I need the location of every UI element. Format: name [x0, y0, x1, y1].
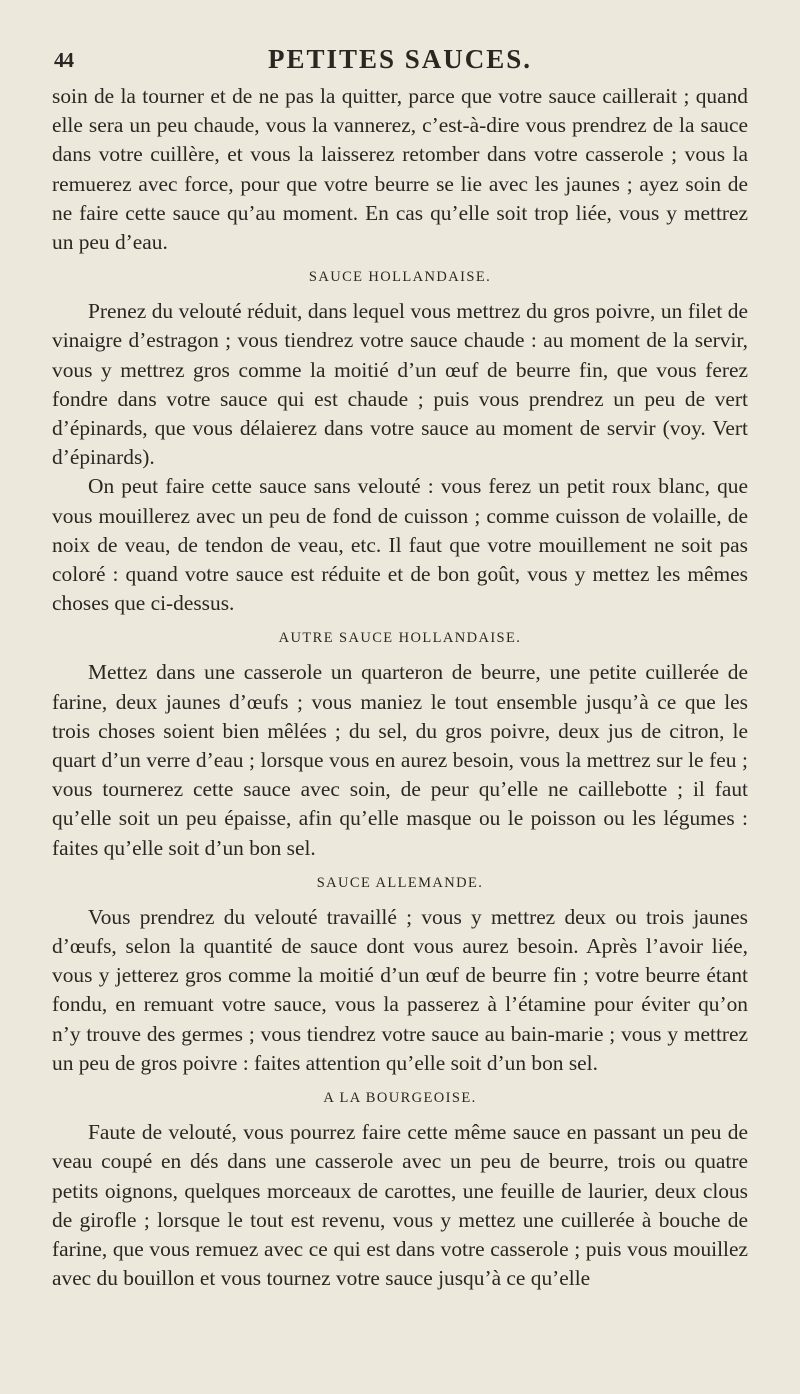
running-head	[52, 38, 748, 82]
running-title: PETITES SAUCES.	[267, 44, 533, 74]
section-heading-sauce-allemande: SAUCE ALLEMANDE.	[316, 874, 484, 891]
paragraph-continuation: soin de la tourner et de ne pas la quitter, parce que votre sauce caillerait ; quand elle sera un peu chaude, vous la vannerez, c’est-à-dire vous prendrez de la sauce dans votre cuillère, et vous la laisserez retomber dans votre casserole ; vous la remuerez avec force, pour que votre beurre se lie avec les jaunes ; ayez soin de ne faire cette sauce qu’au moment. En cas qu’elle soit trop liée, vous y mettrez un peu d’eau.	[52, 84, 748, 255]
paragraph-autre-hollandaise: Mettez dans une casserole un quarteron de beurre, une petite cuillerée de farine, deux jaunes d’œufs ; vous maniez le tout ensemble jusqu’à ce que les trois choses soient bien mêlées ; du sel, du gros poivre, deux jus de citron, le quart d’un verre d’eau ; lorsque vous en aurez besoin, vous la mettrez sur le feu ; vous tournerez cette sauce avec soin, de peur qu’elle ne caillebotte ; il faut qu’elle soit un peu épaisse, afin qu’elle masque ou le poisson ou les légumes : faites qu’elle soit d’un bon sel.	[52, 660, 748, 860]
page-number: 44	[54, 48, 73, 72]
section-heading-a-la-bourgeoise: A LA BOURGEOISE.	[323, 1090, 477, 1107]
section-heading-sauce-hollandaise: SAUCE HOLLANDAISE.	[308, 269, 492, 286]
section-heading-autre-sauce-hollandaise: AUTRE SAUCE HOLLANDAISE.	[278, 630, 522, 647]
paragraph-hollandaise-1: Prenez du velouté réduit, dans lequel vous mettrez du gros poivre, un filet de vinaigre d’estragon ; vous tiendrez votre sauce chaude : au moment de la servir, vous y mettrez gros comme la moitié d’un œuf de beurre fin, que vous ferez fondre dans votre sauce qui est chaude ; puis vous prendrez un peu de vert d’épinards, que vous délaierez dans votre sauce au moment de servir (voy. Vert d’épinards).	[52, 299, 748, 470]
text-block	[52, 82, 748, 1293]
paragraph-hollandaise-2: On peut faire cette sauce sans velouté : vous ferez un petit roux blanc, que vous mouillerez avec un peu de fond de cuisson ; comme cuisson de volaille, de noix de veau, de tendon de veau, etc. Il faut que votre mouillement ne soit pas coloré : quand votre sauce est réduite et de bon goût, vous y mettez les mêmes choses que ci-dessus.	[52, 474, 748, 616]
paragraph-bourgeoise: Faute de velouté, vous pourrez faire cette même sauce en passant un peu de veau coupé en dés dans une casserole avec un peu de beurre, trois ou quatre petits oignons, quelques morceaux de carottes, une feuille de laurier, deux clous de girofle ; lorsque le tout est revenu, vous y mettez une cuillerée à bouche de farine, que vous remuez avec ce qui est dans votre casserole ; puis vous mouillez avec du bouillon et vous tournez votre sauce jusqu’à ce qu’elle	[52, 1120, 748, 1291]
paragraph-allemande: Vous prendrez du velouté travaillé ; vous y mettrez deux ou trois jaunes d’œufs, selon la quantité de sauce dont vous aurez besoin. Après l’avoir liée, vous y jetterez gros comme la moitié d’un œuf de beurre fin ; votre beurre étant fondu, en remuant votre sauce, vous la passerez à l’étamine pour éviter qu’on n’y trouve des germes ; vous tiendrez votre sauce au bain-marie ; vous y mettrez un peu de gros poivre : faites attention qu’elle soit d’un bon sel.	[52, 904, 748, 1075]
